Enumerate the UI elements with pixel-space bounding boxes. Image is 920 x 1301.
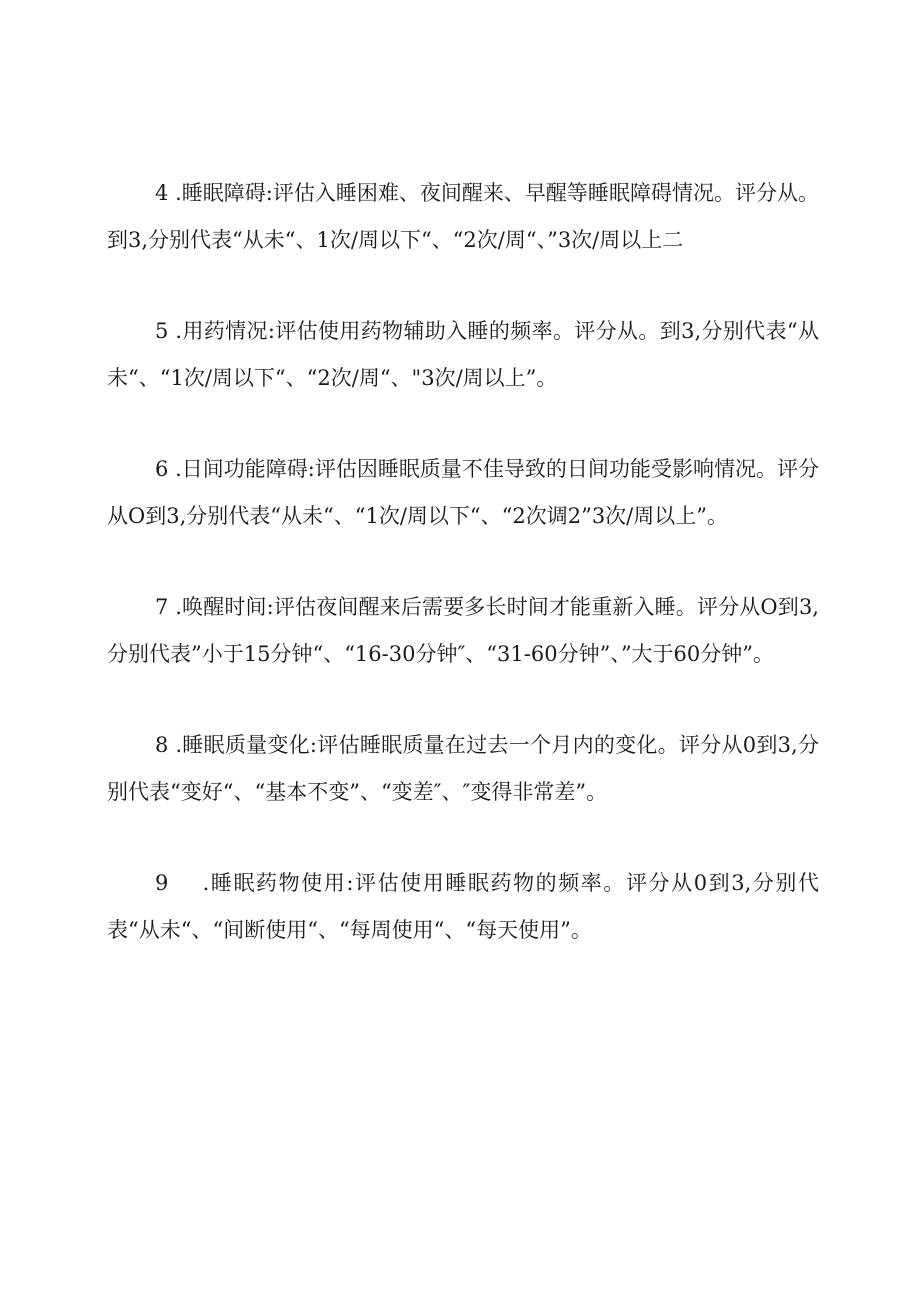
list-item: [107, 584, 819, 678]
item-text: .睡眠质量变化:评估睡眠质量在过去一个月内的变化。评分从0到3,分别代表“变好“、“基本不变”、“变差″、″变得非常差”。: [107, 733, 819, 804]
item-number: 6: [155, 457, 169, 481]
item-number: 8: [155, 733, 169, 757]
item-paragraph: [107, 722, 819, 816]
item-text: .唤醒时间:评估夜间醒来后需要多长时间才能重新入睡。评分从O到3,分别代表”小于15分钟“、“16-30分钟″、“31-60分钟”、”大于60分钟”。: [107, 595, 819, 666]
list-item: [107, 860, 819, 954]
item-paragraph: [107, 584, 819, 678]
list-item: [107, 170, 819, 264]
list-item: [107, 722, 819, 816]
item-number: 4: [155, 181, 169, 205]
item-text: .睡眠药物使用:评估使用睡眠药物的频率。评分从0到3,分别代表“从未“、“间断使用“、“每周使用“、“每天使用”。: [107, 871, 819, 942]
item-text: .日间功能障碍:评估因睡眠质量不佳导致的日间功能受影响情况。评分从O到3,分别代表“从未“、“1次/周以下“、“2次调2”3次/周以上”。: [107, 457, 819, 528]
item-paragraph: [107, 308, 819, 402]
list-item: [107, 308, 819, 402]
item-number: 7: [155, 595, 169, 619]
item-paragraph: [107, 170, 819, 264]
item-text: .用药情况:评估使用药物辅助入睡的频率。评分从。到3,分别代表“从未“、“1次/周以下“、“2次/周“、"3次/周以上”。: [107, 319, 819, 390]
item-number: 9: [155, 871, 169, 895]
scoring-items-list: [107, 170, 819, 998]
item-text: .睡眠障碍:评估入睡困难、夜间醒来、早醒等睡眠障碍情况。评分从。到3,分别代表“从未“、1次/周以下“、“2次/周“、”3次/周以上二: [107, 181, 819, 252]
item-paragraph: [107, 446, 819, 540]
item-paragraph: [107, 860, 819, 954]
list-item: [107, 446, 819, 540]
item-number: 5: [155, 319, 169, 343]
